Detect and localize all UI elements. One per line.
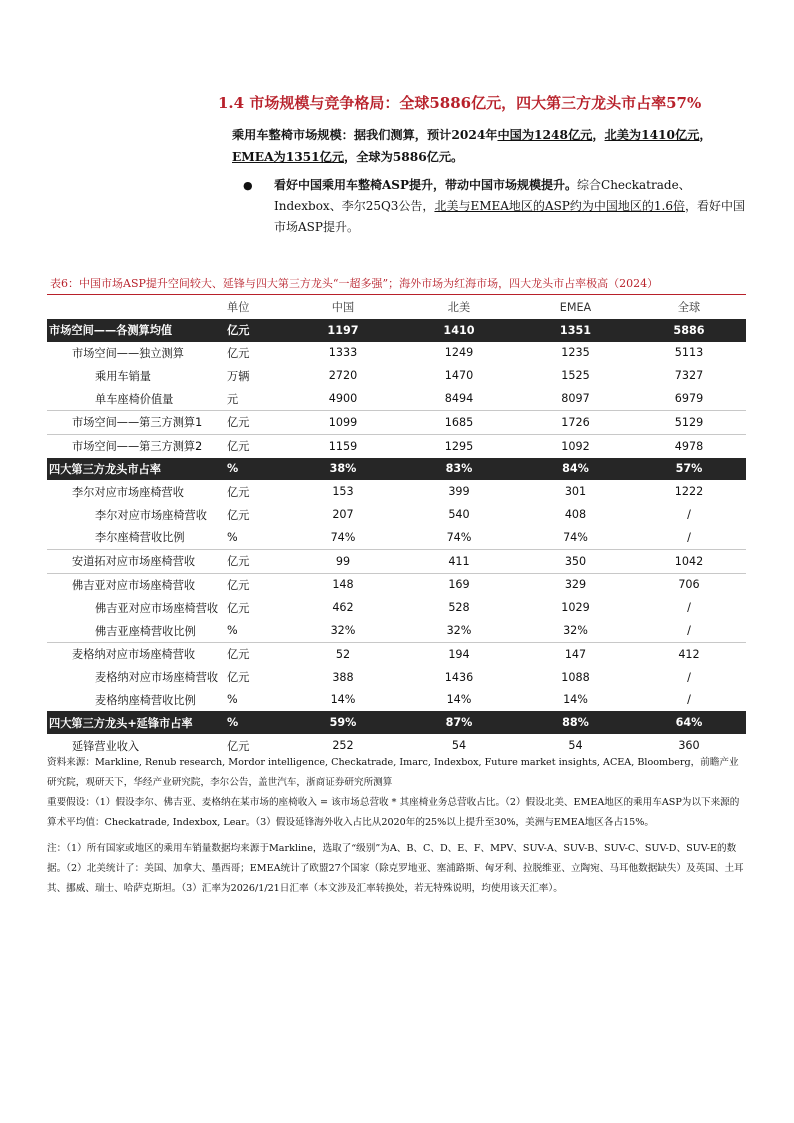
row-label: 市场空间——各测算均值 bbox=[47, 319, 227, 342]
row-label: 李尔座椅营收比例 bbox=[95, 531, 185, 545]
table-row bbox=[47, 480, 746, 503]
cell-global: 412 bbox=[632, 642, 746, 665]
cell-global: 5113 bbox=[674, 346, 704, 360]
cell-global: 4978 bbox=[632, 434, 746, 457]
summary-emea: EMEA为1351亿元 bbox=[232, 150, 345, 164]
cell-north-america: 399 bbox=[448, 485, 470, 499]
cell-global: 5129 bbox=[632, 410, 746, 434]
row-unit: 亿元 bbox=[227, 319, 287, 342]
row-unit: 亿元 bbox=[227, 549, 287, 573]
cell-emea: 1726 bbox=[519, 410, 632, 434]
row-unit: 亿元 bbox=[227, 739, 250, 753]
cell-north-america: 194 bbox=[399, 642, 519, 665]
table-title: 表6：中国市场ASP提升空间较大、延锋与四大第三方龙头“一超多强”；海外市场为红海市场，四大龙头市占率极高（2024） bbox=[50, 277, 659, 290]
cell-emea: 408 bbox=[564, 508, 587, 522]
cell-north-america: 1295 bbox=[399, 434, 519, 457]
summary-china: 中国为1248亿元 bbox=[497, 128, 593, 142]
market-size-summary bbox=[232, 124, 752, 168]
header-cell-global: 全球 bbox=[677, 301, 701, 315]
row-unit: 亿元 bbox=[227, 434, 287, 457]
cell-north-america: 1470 bbox=[444, 369, 474, 383]
row-unit: % bbox=[227, 458, 287, 481]
row-label: 佛吉亚对应市场座椅营收 bbox=[95, 601, 219, 615]
cell-emea: 84% bbox=[519, 458, 632, 481]
row-unit: 亿元 bbox=[227, 410, 287, 434]
table-row bbox=[47, 434, 746, 457]
cell-emea: 1092 bbox=[519, 434, 632, 457]
cell-china: 1197 bbox=[287, 319, 399, 342]
row-unit: 亿元 bbox=[227, 508, 250, 522]
row-label: 麦格纳对应市场座椅营收 bbox=[47, 642, 227, 665]
table-row bbox=[47, 573, 746, 596]
cell-global: / bbox=[687, 624, 691, 638]
cell-china: 4900 bbox=[328, 392, 358, 406]
cell-emea: 301 bbox=[564, 485, 587, 499]
row-label: 安道拓对应市场座椅营收 bbox=[47, 549, 227, 573]
cell-emea: 54 bbox=[568, 739, 583, 753]
table-row bbox=[47, 503, 746, 526]
cell-global: / bbox=[687, 601, 691, 615]
cell-emea: 14% bbox=[563, 693, 588, 707]
summary-sep-2: ， bbox=[699, 128, 712, 142]
cell-china: 99 bbox=[287, 549, 399, 573]
table-row bbox=[47, 526, 746, 549]
cell-china: 38% bbox=[287, 458, 399, 481]
cell-emea: 8097 bbox=[561, 392, 590, 406]
table-row bbox=[47, 319, 746, 342]
cell-global: 360 bbox=[678, 739, 700, 753]
cell-emea: 32% bbox=[563, 624, 588, 638]
row-label: 市场空间——独立测算 bbox=[72, 346, 184, 360]
bullet-dot-icon: ● bbox=[243, 179, 253, 192]
cell-global: 1042 bbox=[632, 549, 746, 573]
table-notes bbox=[47, 753, 747, 899]
cell-china: 2720 bbox=[328, 369, 358, 383]
cell-global: / bbox=[687, 530, 691, 544]
cell-global: 7327 bbox=[674, 369, 704, 383]
cell-emea: 329 bbox=[519, 573, 632, 596]
cell-north-america: 8494 bbox=[444, 392, 474, 406]
row-label: 佛吉亚对应市场座椅营收 bbox=[47, 573, 227, 596]
row-label: 单车座椅价值量 bbox=[95, 392, 174, 406]
cell-north-america: 169 bbox=[399, 573, 519, 596]
bullet-text-1: 综合Checkatrade、Indexbox、李尔25Q3公告， bbox=[274, 178, 691, 213]
cell-emea: 1351 bbox=[519, 319, 632, 342]
cell-north-america: 540 bbox=[448, 508, 470, 522]
data-source-note: 资料来源：Markline, Renub research, Mordor intelligence, Checkatrade, Imarc, Indexbox, Future market insights, ACEA, Bloomberg，前瞻产业研究院，观研天下，华经产业研究院，李尔公告，盖世汽车，浙商证券研究所测算 bbox=[47, 757, 739, 788]
table-row bbox=[47, 596, 746, 619]
table-row bbox=[47, 342, 746, 365]
cell-north-america: 528 bbox=[448, 601, 470, 615]
table-row bbox=[47, 642, 746, 665]
table-row bbox=[47, 549, 746, 573]
row-label: 四大第三方龙头市占率 bbox=[47, 458, 227, 481]
cell-china: 59% bbox=[287, 711, 399, 734]
row-unit: 亿元 bbox=[227, 485, 250, 499]
cell-emea: 1029 bbox=[561, 601, 590, 615]
row-label: 李尔对应市场座椅营收 bbox=[72, 485, 184, 499]
bullet-text bbox=[274, 175, 748, 238]
cell-china: 1099 bbox=[287, 410, 399, 434]
cell-emea: 147 bbox=[519, 642, 632, 665]
cell-global: 57% bbox=[632, 458, 746, 481]
row-label: 李尔对应市场座椅营收 bbox=[95, 508, 207, 522]
table-row bbox=[47, 689, 746, 712]
cell-global: / bbox=[687, 508, 691, 522]
cell-emea: 1525 bbox=[561, 369, 590, 383]
row-unit: 亿元 bbox=[227, 671, 250, 685]
row-label: 麦格纳对应市场座椅营收 bbox=[95, 671, 219, 685]
cell-global: 64% bbox=[632, 711, 746, 734]
market-size-table bbox=[47, 296, 746, 757]
table-row bbox=[47, 387, 746, 410]
cell-emea: 74% bbox=[563, 530, 588, 544]
cell-china: 148 bbox=[287, 573, 399, 596]
cell-global: / bbox=[687, 670, 691, 684]
summary-suffix: ，全球为5886亿元。 bbox=[344, 150, 464, 164]
cell-china: 462 bbox=[332, 601, 354, 615]
cell-china: 32% bbox=[330, 624, 356, 638]
cell-china: 74% bbox=[330, 530, 356, 544]
bullet-text-2: ，看好中国市场ASP提升。 bbox=[274, 199, 745, 234]
cell-emea: 1235 bbox=[561, 346, 590, 360]
table-row bbox=[47, 619, 746, 642]
header-cell-emea: EMEA bbox=[559, 300, 592, 314]
cell-china: 153 bbox=[332, 485, 354, 499]
cell-global: 6979 bbox=[674, 392, 704, 406]
bullet-bold-lead: 看好中国乘用车整椅ASP提升，带动中国市场规模提升。 bbox=[274, 178, 578, 192]
cell-china: 52 bbox=[287, 642, 399, 665]
cell-emea: 88% bbox=[519, 711, 632, 734]
table-row bbox=[47, 666, 746, 689]
row-unit: 万辆 bbox=[227, 369, 250, 383]
cell-north-america: 1410 bbox=[399, 319, 519, 342]
summary-prefix: 乘用车整椅市场规模：据我们测算，预计2024年 bbox=[232, 128, 498, 142]
row-unit: % bbox=[227, 624, 238, 638]
cell-china: 14% bbox=[330, 693, 356, 707]
cell-north-america: 411 bbox=[399, 549, 519, 573]
cell-north-america: 87% bbox=[399, 711, 519, 734]
header-cell-unit: 单位 bbox=[227, 301, 250, 315]
row-label: 四大第三方龙头+延锋市占率 bbox=[47, 711, 227, 734]
table-row bbox=[47, 711, 746, 734]
cell-china: 1159 bbox=[287, 434, 399, 457]
header-cell-china: 中国 bbox=[331, 301, 355, 315]
cell-north-america: 83% bbox=[399, 458, 519, 481]
row-unit: 亿元 bbox=[227, 642, 287, 665]
row-label: 市场空间——第三方测算2 bbox=[47, 434, 227, 457]
cell-north-america: 14% bbox=[446, 693, 472, 707]
row-label: 乘用车销量 bbox=[95, 369, 151, 383]
row-unit: % bbox=[227, 711, 287, 734]
table-header-row bbox=[47, 296, 746, 319]
cell-north-america: 1249 bbox=[444, 346, 474, 360]
table-row bbox=[47, 458, 746, 481]
cell-china: 1333 bbox=[328, 346, 358, 360]
row-unit: 元 bbox=[227, 392, 239, 406]
cell-china: 388 bbox=[332, 670, 354, 684]
cell-global: 5886 bbox=[632, 319, 746, 342]
row-label: 麦格纳座椅营收比例 bbox=[95, 693, 196, 707]
header-cell-north-america: 北美 bbox=[447, 301, 471, 315]
assumptions-note: 重要假设：（1）假设李尔、佛吉亚、麦格纳在某市场的座椅收入 = 该市场总营收 * 其座椅业务总营收占比。（2）假设北美、EMEA地区的乘用车ASP为以下来源的算术平均值：Checkatrade, Indexbox, Lear。（3）假设延锋海外收入占比从2020年的25%以上提升至30%，美洲与EMEA地区各占15%。 bbox=[47, 797, 740, 828]
row-unit: 亿元 bbox=[227, 601, 250, 615]
cell-north-america: 54 bbox=[451, 739, 467, 753]
cell-north-america: 74% bbox=[446, 530, 472, 544]
cell-global: 706 bbox=[632, 573, 746, 596]
cell-north-america: 1436 bbox=[444, 670, 474, 684]
cell-emea: 350 bbox=[519, 549, 632, 573]
summary-north-america: 北美为1410亿元 bbox=[604, 128, 700, 142]
cell-china: 252 bbox=[332, 739, 354, 753]
table-row bbox=[47, 410, 746, 434]
summary-sep-1: ， bbox=[592, 128, 605, 142]
table-row bbox=[47, 364, 746, 387]
cell-global: / bbox=[687, 693, 691, 707]
row-unit: % bbox=[227, 693, 238, 707]
section-title: 1.4 市场规模与竞争格局：全球5886亿元，四大第三方龙头市占率57% bbox=[218, 94, 702, 112]
cell-north-america: 1685 bbox=[399, 410, 519, 434]
cell-emea: 1088 bbox=[561, 670, 590, 684]
bullet-underlined-text: 北美与EMEA地区的ASP约为中国地区的1.6倍 bbox=[434, 199, 685, 213]
row-unit: 亿元 bbox=[227, 573, 287, 596]
header-cell-empty bbox=[47, 296, 227, 319]
cell-global: 1222 bbox=[674, 485, 704, 499]
cell-china: 207 bbox=[332, 508, 354, 522]
row-label: 市场空间——第三方测算1 bbox=[47, 410, 227, 434]
row-unit: 亿元 bbox=[227, 346, 250, 360]
row-label: 延锋营业收入 bbox=[72, 739, 140, 753]
row-label: 佛吉亚座椅营收比例 bbox=[95, 624, 196, 638]
row-unit: % bbox=[227, 530, 238, 544]
cell-north-america: 32% bbox=[446, 624, 472, 638]
remarks-note: 注：（1）所有国家或地区的乘用车销量数据均来源于Markline，选取了“级别”为A、B、C、D、E、F、MPV、SUV-A、SUV-B、SUV-C、SUV-D、SUV-E的数据。（2）北美统计了：美国、加拿大、墨西哥；EMEA统计了欧盟27个国家（除克罗地亚、塞浦路斯、匈牙利、拉脱维亚、立陶宛、马耳他数据缺失）及英国、土耳其、挪威、瑞士、哈萨克斯坦。（3）汇率为2026/1/21日汇率（本文涉及汇率转换处，若无特殊说明，均使用该天汇率）。 bbox=[47, 843, 744, 894]
